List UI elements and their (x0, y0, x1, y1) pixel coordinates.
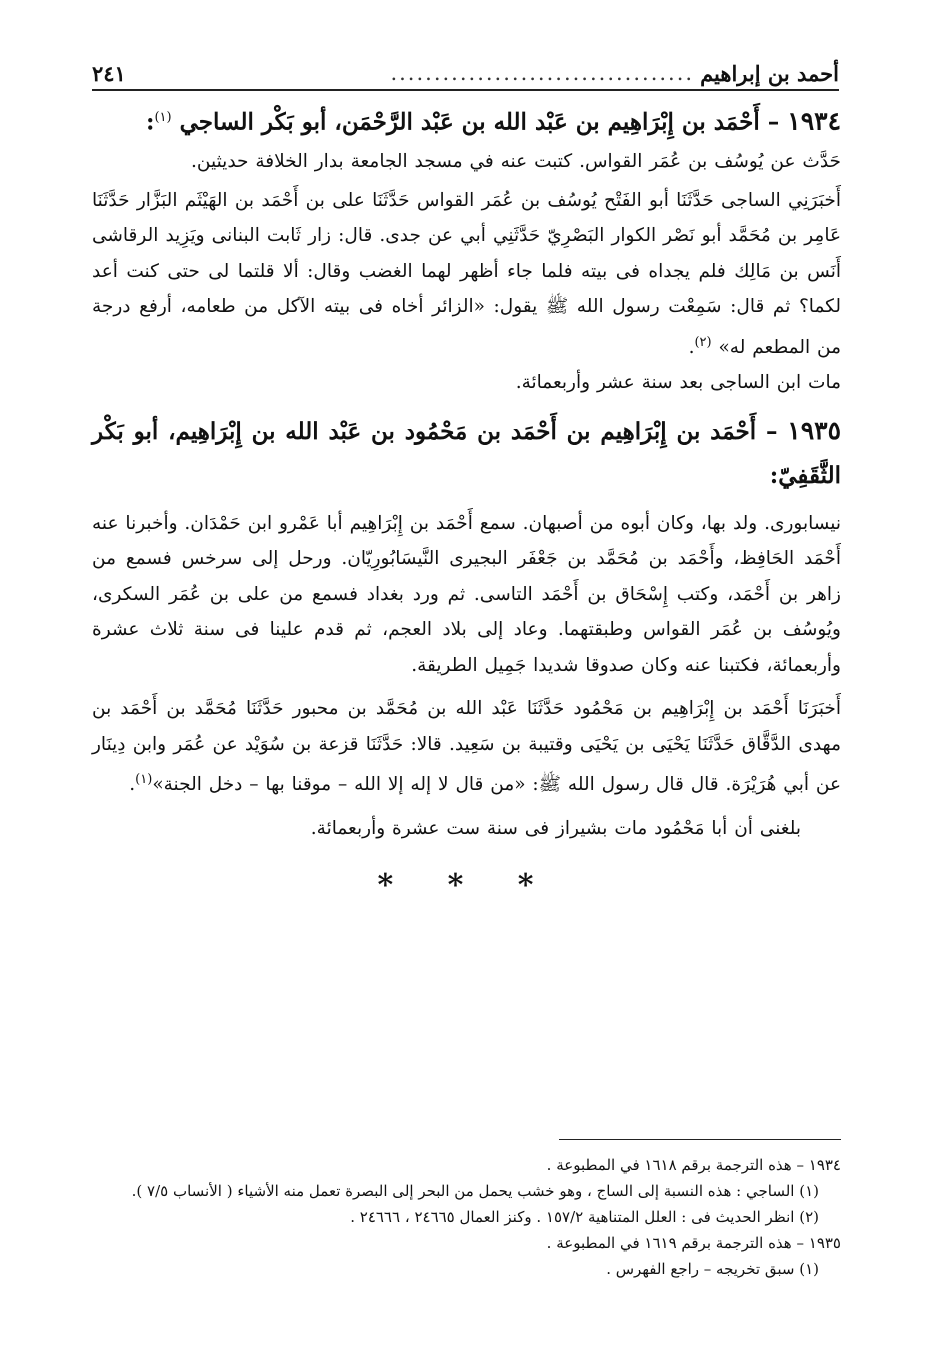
paragraph (92, 691, 841, 803)
entry-dash: – (759, 108, 788, 136)
paragraph-text: أَخبَرَنَا أَحْمَد بن إِبْرَاهِيم بن مَحْمُود حَدَّثَنَا عَبْد الله بن مُحَمَّد بن محبور حَدَّثَنَا مُحَمَّد بن أَحْمَد بن مهدى الدَّقَّاق حَدَّثَنَا يَحْيَى بن يَحْيَى وقتيبة بن سَعِيد. قالا: حَدَّثَنَا قزعة بن سُوَيْد عن عُمَر وابن دِينَار عن أبي هُرَيْرَة. قال قال رسول الله ﷺ: «من قال لا إله إلا الله – موقنا بها – دخل الجنة» (92, 698, 841, 796)
spacer (92, 803, 841, 811)
paragraph: بلغنى أن أبا مَحْمُود مات بشيراز فى سنة ست عشرة وأربعمائة. (310, 817, 801, 839)
leader-dots: ................................... (390, 61, 695, 85)
entry-title (92, 96, 841, 145)
paragraph: حَدَّث عن يُوسُف بن عُمَر القواس. كتبت عنه في مسجد الجامعة بدار الخلافة حديثين. (191, 150, 841, 172)
spacer (92, 401, 841, 409)
page-number: ٢٤١ (92, 60, 126, 86)
entry-dash: – (756, 417, 788, 445)
footnote: (١) الساجي : هذه النسبة إلى الساج ، وهو خشب يحمل من البحر إلى البصرة تعمل منه الأشياء ( الأنساب ٧/٥ ). (131, 1182, 819, 1200)
entry-name: أَحْمَد بن إِبْرَاهِيم بن أَحْمَد بن مَحْمُود بن عَبْد الله بن إِبْرَاهِيم، أبو بَكْر الثَّقَفِيّ (92, 417, 841, 489)
entry-number: ١٩٣٤ (787, 106, 841, 136)
paragraph-end: . (688, 336, 695, 358)
footnote-ref: (١) (154, 110, 172, 125)
spacer (92, 498, 841, 506)
footnote-rule (559, 1139, 841, 1140)
running-title: أحمد بن إبراهيم (700, 60, 839, 86)
footnote: ١٩٣٥ – هذه الترجمة برقم ١٦١٩ في المطبوعة . (546, 1234, 841, 1252)
paragraph: نيسابورى. ولد بها، وكان أبوه من أصبهان. سمع أَحْمَد بن إِبْرَاهِيم أبا عَمْرو ابن حَمْدَان. وأخبرنا عنه أَحْمَد الحَافِظ، وأَحْمَد بن مُحَمَّد بن جَعْفَر البجيرى النَّيسَابُورِيّان. ورحل إلى سرخس فسمع من زاهر بن أَحْمَد، وكتب إِسْحَاق بن أَحْمَد التاسى. ثم ورد بغداد فسمع من على بن عُمَر السكرى، ويُوسُف بن عُمَر القواس وطبقتهما. وعاد إلى بلاد العجم، ثم قدم علينا فى سنة ثلاث عشرة وأربعمائة، فكتبنا عنه وكان صدوقا شديدا جَمِيل الطريقة. (92, 512, 841, 676)
title-colon: : (145, 108, 155, 136)
running-head (92, 58, 839, 88)
paragraph: مات ابن الساجى بعد سنة عشر وأربعمائة. (515, 372, 841, 394)
paragraph (92, 183, 841, 366)
title-colon: : (769, 461, 779, 489)
footnote: (٢) انظر الحديث فى : العلل المتناهية ١٥٧/٢ . وكنز العمال ٢٤٦٦٥ ، ٢٤٦٦٦ . (350, 1208, 819, 1226)
spacer (92, 683, 841, 691)
paragraph-text: أَخبَرَنِي الساجى حَدَّثَنَا أبو الفَتْح يُوسُف بن عُمَر القواس حَدَّثَنَا على بن أَحْمَد بن الهَيْثَم البَزَّار حَدَّثَنَا عَامِر بن مُحَمَّد أبو نَصْر الكوار البَصْرِيّ حَدَّثَنِي أبي عن جدى. قال: زار ثَابت البنانى ويَزِيد الرقاشى أَنَس بن مَالِك فلم يجداه فى بيته فلما جاء أظهر لهما الغضب وقال: ألا قلتما لى حتى كنت أعد لكما؟ ثم قال: سَمِعْت رسول الله ﷺ يقول: «الزائر أخاه فى بيته الآكل من طعامه، أرفع درجة من المطعم له» (92, 189, 841, 358)
footnote: (١) سبق تخريجه – راجع الفهرس . (606, 1260, 819, 1278)
footnote-ref: (١) (135, 772, 153, 788)
entry-name: أَحْمَد بن إِبْرَاهِيم بن عَبْد الله بن عَبْد الرَّحْمَن، أبو بَكْر الساجي (179, 108, 760, 136)
section-separator: * * * (377, 868, 556, 904)
paragraph-end: . (129, 774, 136, 796)
entry-title (92, 409, 841, 498)
header-rule (92, 89, 839, 91)
footnote: ١٩٣٤ – هذه الترجمة برقم ١٦١٨ في المطبوعة . (546, 1156, 841, 1174)
footnotes (92, 1152, 841, 1282)
main-text (92, 96, 841, 903)
entry-number: ١٩٣٥ (787, 415, 842, 445)
footnote-ref: (٢) (694, 334, 712, 350)
